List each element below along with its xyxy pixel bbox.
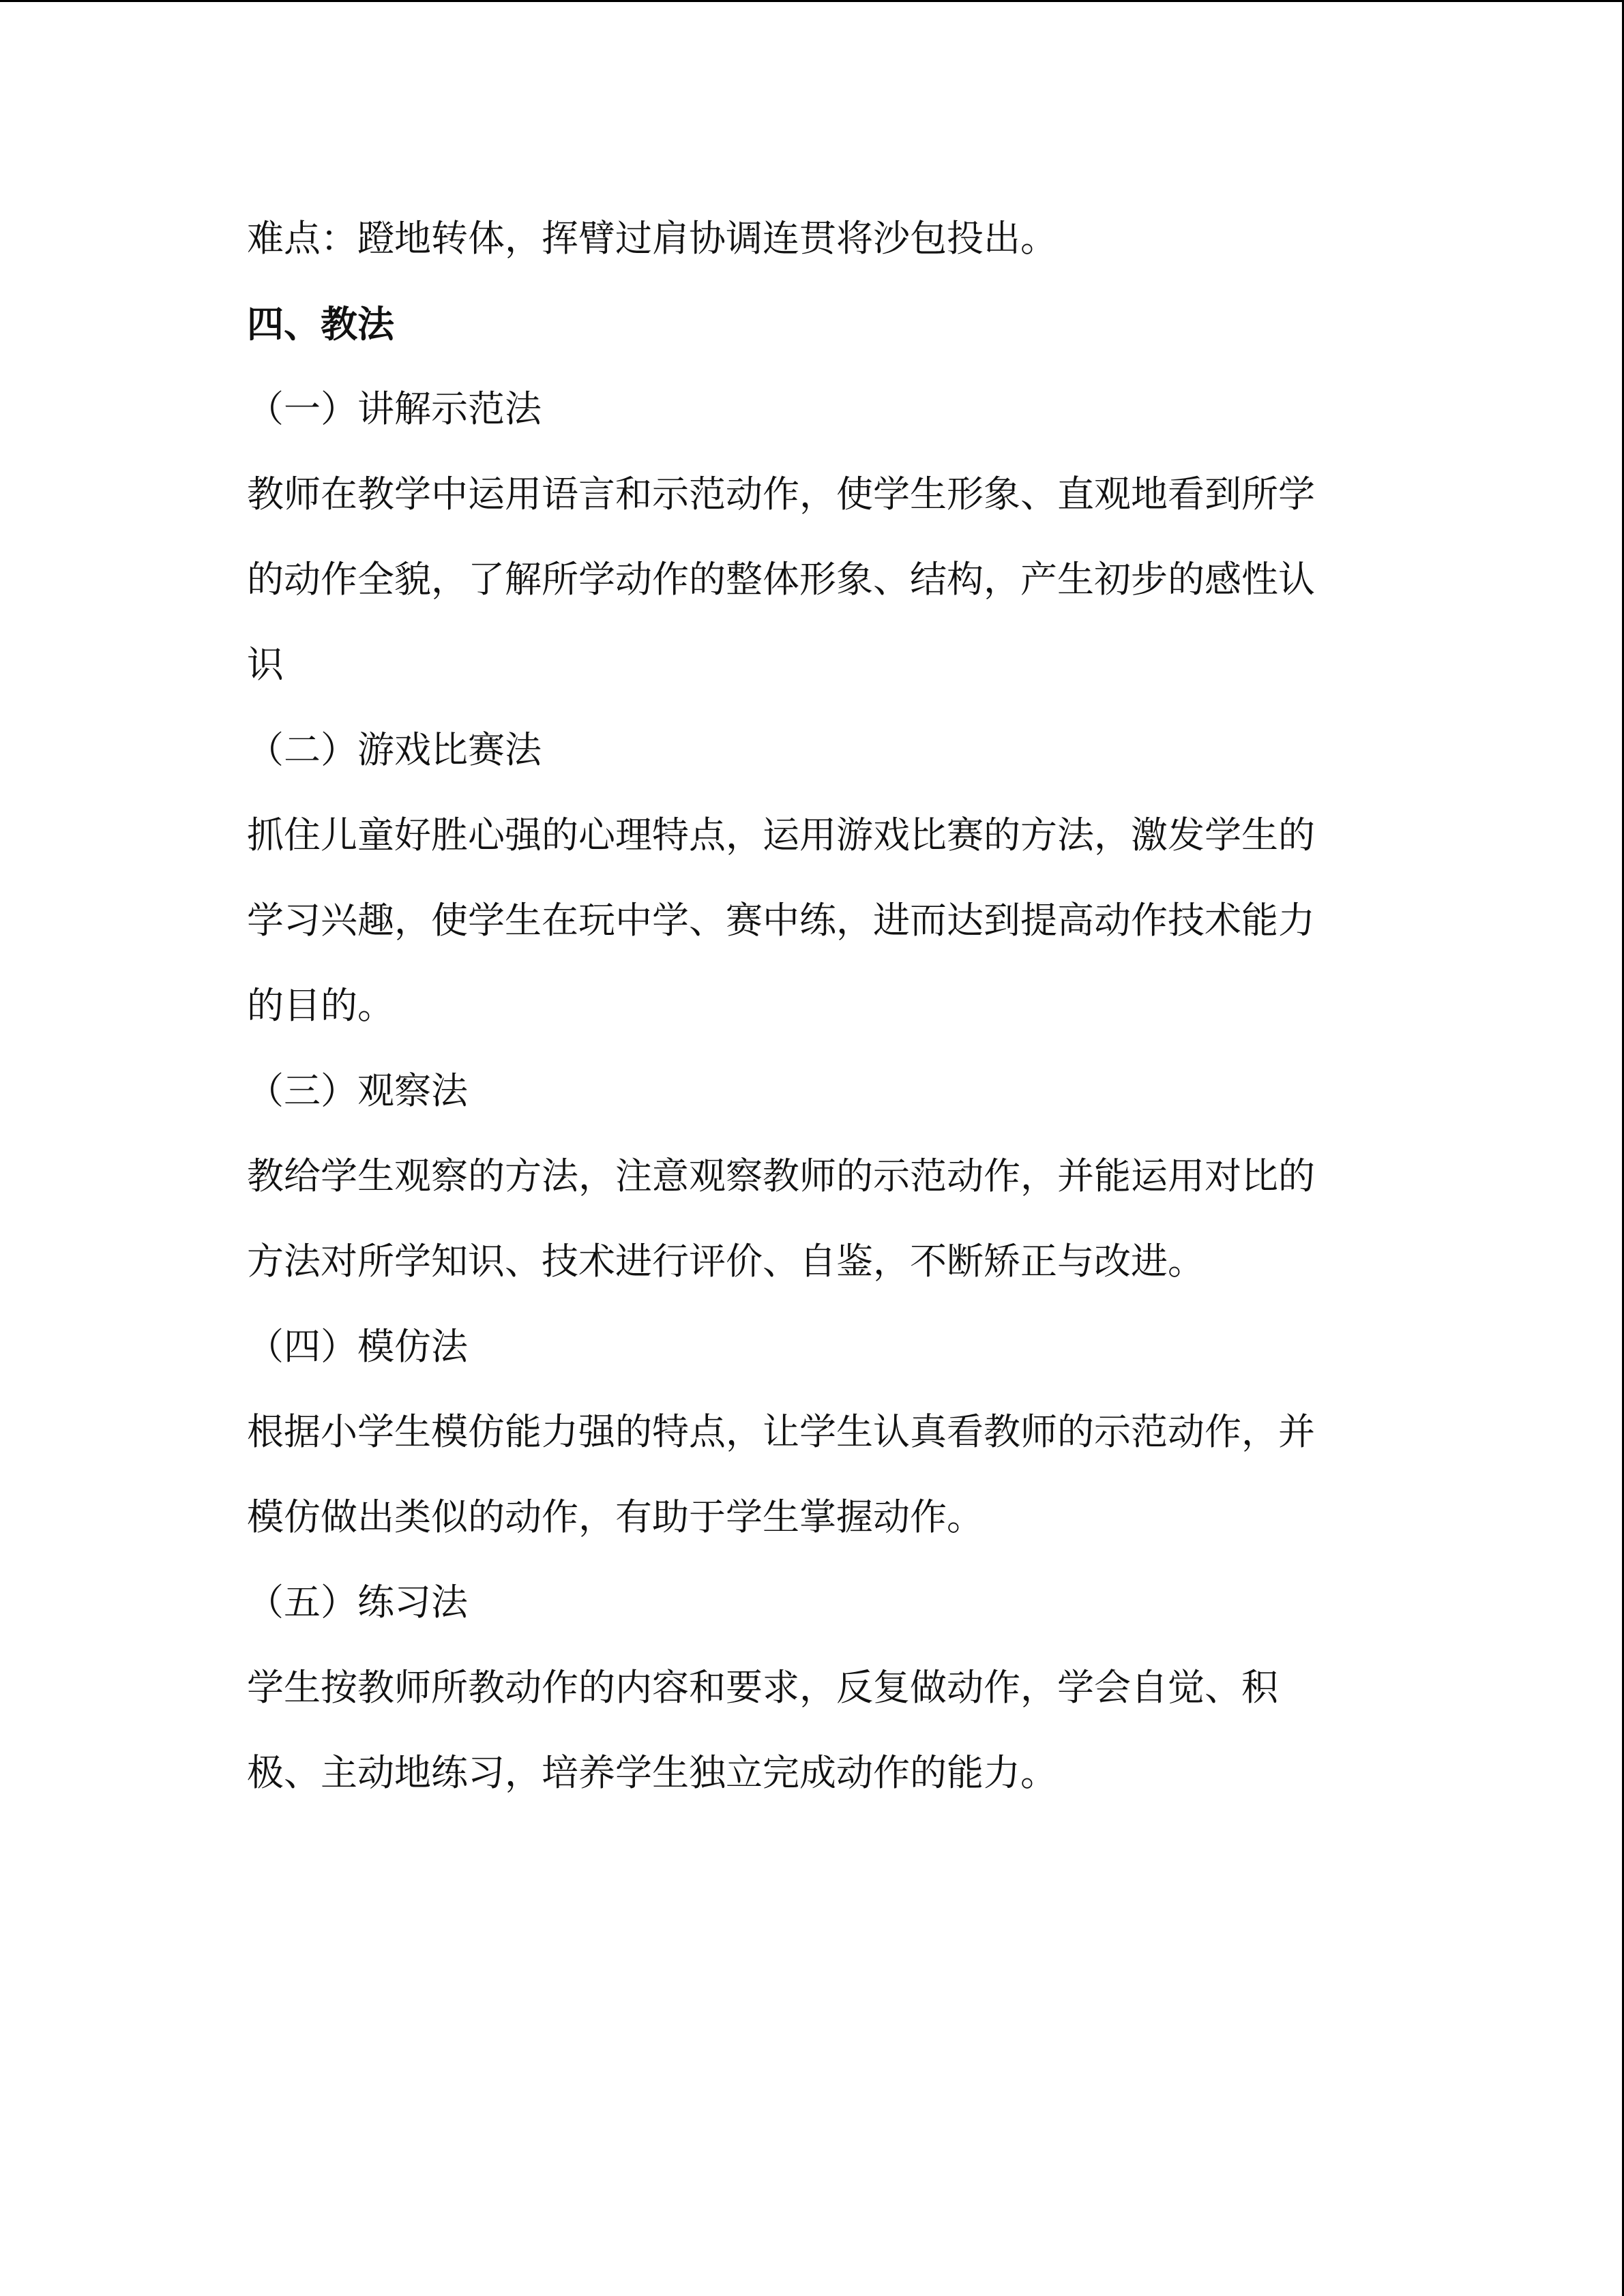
method-4-title: （四）模仿法 xyxy=(247,1325,468,1368)
method-2-title: （二）游戏比赛法 xyxy=(247,728,542,771)
method-2-line-1: 抓住儿童好胜心强的心理特点，运用游戏比赛的方法，激发学生的 xyxy=(247,814,1315,856)
method-1-line-1: 教师在教学中运用语言和示范动作，使学生形象、直观地看到所学 xyxy=(247,473,1315,516)
section-heading: 四、教法 xyxy=(247,302,394,346)
method-5-line-1: 学生按教师所教动作的内容和要求，反复做动作，学会自觉、积 xyxy=(247,1666,1278,1709)
method-2-line-3: 的目的。 xyxy=(247,984,394,1027)
method-5-line-2: 极、主动地练习，培养学生独立完成动作的能力。 xyxy=(247,1751,1057,1794)
method-4-line-2: 模仿做出类似的动作，有助于学生掌握动作。 xyxy=(247,1495,984,1538)
method-4-line-1: 根据小学生模仿能力强的特点，让学生认真看教师的示范动作，并 xyxy=(247,1410,1315,1453)
page-top-border xyxy=(0,0,1624,2)
method-3-line-1: 教给学生观察的方法，注意观察教师的示范动作，并能运用对比的 xyxy=(247,1154,1315,1197)
method-1-line-2: 的动作全貌，了解所学动作的整体形象、结构，产生初步的感性认 xyxy=(247,558,1315,601)
method-3-title: （三）观察法 xyxy=(247,1069,468,1112)
method-1-line-3: 识 xyxy=(247,643,284,686)
method-5-title: （五）练习法 xyxy=(247,1581,468,1624)
method-2-line-2: 学习兴趣，使学生在玩中学、赛中练，进而达到提高动作技术能力 xyxy=(247,899,1315,942)
method-1-title: （一）讲解示范法 xyxy=(247,387,542,430)
method-3-line-2: 方法对所学知识、技术进行评价、自鉴，不断矫正与改进。 xyxy=(247,1240,1205,1283)
difficulty-line: 难点：蹬地转体，挥臂过肩协调连贯将沙包投出。 xyxy=(247,217,1057,260)
